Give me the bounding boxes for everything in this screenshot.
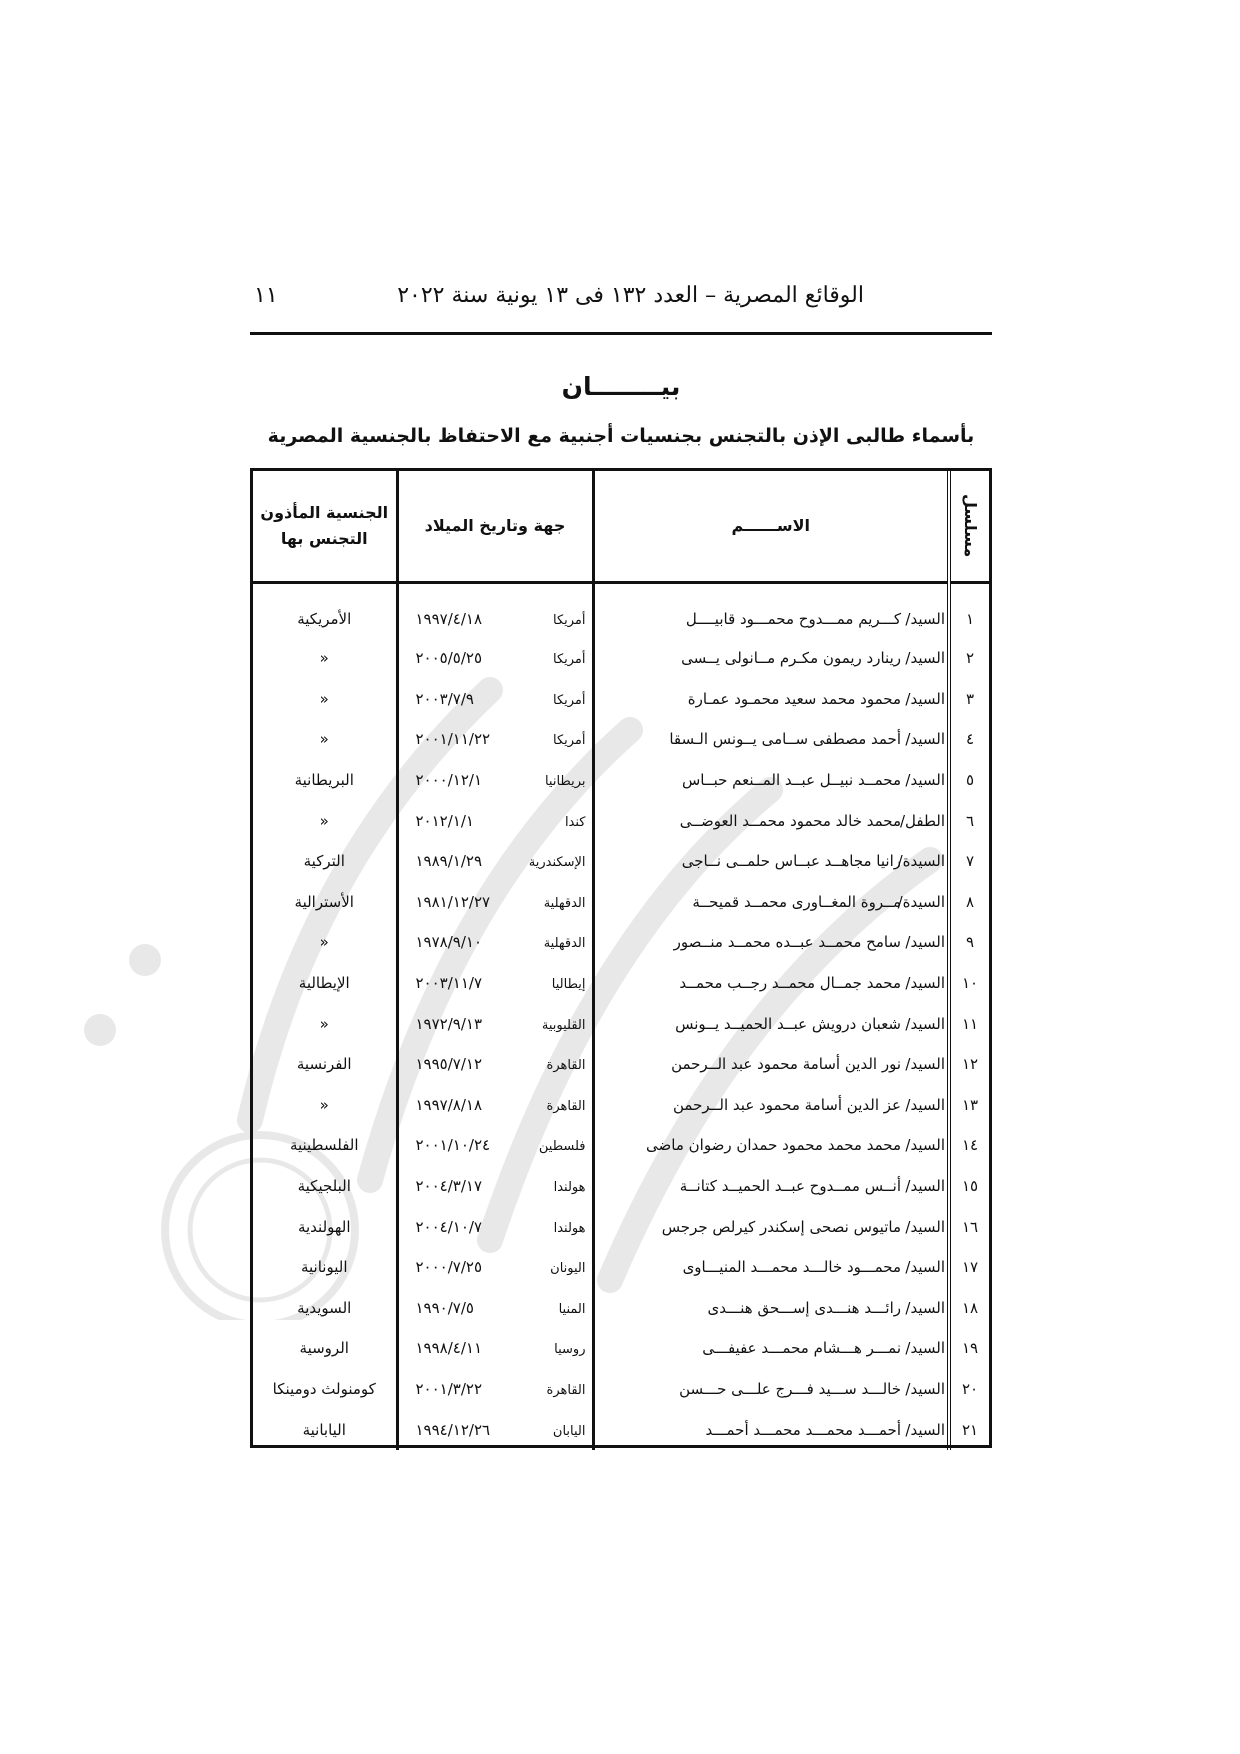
birth-date: ٢٠٠٤/٣/١٧ <box>415 1177 483 1196</box>
honorific: السيدة/ <box>897 892 945 911</box>
applicant-name: نور الدين أسامة محمود عبد الــرحمن <box>671 1055 901 1074</box>
serial-cell: ١٥ <box>949 1166 989 1207</box>
nationality-cell: البلجيكية <box>297 1177 351 1196</box>
birth-cell <box>397 1085 593 1126</box>
birth-place: القاهرة <box>546 1058 586 1074</box>
nationality-cell: « <box>319 1095 329 1114</box>
name-cell <box>593 963 949 1004</box>
birth-place: أمريكا <box>552 733 586 749</box>
birth-cell <box>397 679 593 720</box>
table-row <box>253 841 989 882</box>
honorific: السيد/ <box>905 933 945 952</box>
birth-place: كندا <box>564 814 586 830</box>
serial-cell: ٤ <box>949 719 989 760</box>
nationality-cell: الهولندية <box>297 1217 351 1236</box>
column-header-nationality-line2: التجنس بها <box>280 528 368 548</box>
serial-cell: ١٣ <box>949 1085 989 1126</box>
birth-cell <box>397 1328 593 1369</box>
table-header-row <box>253 471 989 582</box>
birth-place: أمريكا <box>552 692 586 708</box>
table-row <box>253 922 989 963</box>
name-cell <box>593 1369 949 1410</box>
birth-cell <box>397 582 593 638</box>
table-row <box>253 679 989 720</box>
table-row <box>253 800 989 841</box>
name-cell <box>593 1206 949 1247</box>
honorific: السيد/ <box>905 730 945 749</box>
serial-cell: ٢٠ <box>949 1369 989 1410</box>
birth-place: هولندا <box>553 1220 586 1236</box>
birth-place: فلسطين <box>538 1139 586 1155</box>
birth-cell <box>397 760 593 801</box>
birth-date: ١٩٨١/١٢/٢٧ <box>415 892 491 911</box>
nationality-cell: اليابانية <box>302 1420 346 1439</box>
page-header <box>250 283 992 335</box>
serial-cell: ٨ <box>949 882 989 923</box>
name-cell <box>593 1003 949 1044</box>
honorific: الطفل/ <box>899 811 945 830</box>
column-header-serial: مسلسل <box>949 471 989 582</box>
honorific: السيد/ <box>905 649 945 668</box>
serial-cell: ١٨ <box>949 1288 989 1329</box>
table-row <box>253 1166 989 1207</box>
applicant-name: محمد محمد محمود حمدان رضوان ماضى <box>646 1136 901 1155</box>
table-row <box>253 1409 989 1450</box>
name-cell <box>593 1247 949 1288</box>
nationality-cell: « <box>319 730 329 749</box>
applicant-name: محمود محمد سعيد محمـود عمـارة <box>687 689 901 708</box>
document-heading: بيــــــــان <box>561 372 681 401</box>
birth-cell <box>397 922 593 963</box>
applicant-name: رينارد ريمون مكـرم مــانولى يــسى <box>681 649 901 668</box>
birth-date: ٢٠٠٥/٥/٢٥ <box>415 649 483 668</box>
birth-date: ١٩٧٨/٩/١٠ <box>415 933 483 952</box>
serial-cell: ١٩ <box>949 1328 989 1369</box>
honorific: السيد/ <box>905 1095 945 1114</box>
table-row <box>253 1328 989 1369</box>
applicant-name: عز الدين أسامة محمود عبد الــرحمن <box>673 1095 901 1114</box>
nationality-cell: الفرنسية <box>296 1055 352 1074</box>
nationality-cell: كومنولث دومينكا <box>272 1379 376 1398</box>
nationality-cell: « <box>319 649 329 668</box>
applicant-name: كـــريم ممـــدوح محمـــود قابيــــل <box>685 609 901 628</box>
birth-date: ١٩٩٥/٧/١٢ <box>415 1055 483 1074</box>
applicant-name: محمــد نبيــل عبــد المــنعم حبــاس <box>681 771 901 790</box>
nationality-cell: الأمريكية <box>297 609 352 628</box>
table-row <box>253 1125 989 1166</box>
birth-cell <box>397 882 593 923</box>
serial-cell: ٣ <box>949 679 989 720</box>
birth-date: ٢٠٠٠/٧/٢٥ <box>415 1258 483 1277</box>
birth-date: ١٩٨٩/١/٢٩ <box>415 852 483 871</box>
honorific: السيد/ <box>905 1055 945 1074</box>
birth-date: ٢٠٠٣/١١/٧ <box>415 974 483 993</box>
applicant-name: أحمد مصطفى ســامى يــونس الـسقا <box>669 730 901 749</box>
birth-cell <box>397 1206 593 1247</box>
birth-date: ١٩٩٠/٧/٥ <box>415 1298 474 1317</box>
birth-place: الدقهلية <box>543 936 586 952</box>
column-header-nationality <box>253 471 397 582</box>
honorific: السيد/ <box>905 771 945 790</box>
page-number: ١١ <box>254 283 278 308</box>
birth-cell <box>397 800 593 841</box>
birth-place: الدقهلية <box>543 895 586 911</box>
honorific: السيد/ <box>905 1379 945 1398</box>
birth-cell <box>397 963 593 1004</box>
honorific: السيدة/ <box>897 852 945 871</box>
nationality-cell: « <box>319 811 329 830</box>
applicant-name: أحمـــد محمـــد محمـــد أحمـــد <box>705 1420 901 1439</box>
birth-date: ٢٠٠٤/١٠/٧ <box>415 1217 483 1236</box>
honorific: السيد/ <box>905 1136 945 1155</box>
birth-date: ١٩٩٧/٨/١٨ <box>415 1095 483 1114</box>
applicant-name: أنــس ممــدوح عبــد الحميــد كتانــة <box>679 1177 901 1196</box>
serial-cell: ١٧ <box>949 1247 989 1288</box>
table-row <box>253 1044 989 1085</box>
birth-place: الإسكندرية <box>528 855 586 871</box>
nationality-cell: الروسية <box>299 1339 349 1358</box>
honorific: السيد/ <box>905 689 945 708</box>
name-cell <box>593 1288 949 1329</box>
name-cell <box>593 841 949 882</box>
birth-place: هولندا <box>553 1180 586 1196</box>
honorific: السيد/ <box>905 609 945 628</box>
applicant-name: رائـــد هنـــدى إســـحق هنـــدى <box>707 1298 901 1317</box>
table-row <box>253 1288 989 1329</box>
birth-date: ٢٠٠١/٣/٢٢ <box>415 1379 483 1398</box>
applicant-name: محمد جمــال محمــد رجــب محمــد <box>679 974 901 993</box>
honorific: السيد/ <box>905 1014 945 1033</box>
name-cell <box>593 679 949 720</box>
honorific: السيد/ <box>905 1298 945 1317</box>
table-row <box>253 719 989 760</box>
table-row <box>253 1003 989 1044</box>
name-cell <box>593 1328 949 1369</box>
name-cell <box>593 800 949 841</box>
serial-cell: ٦ <box>949 800 989 841</box>
name-cell <box>593 719 949 760</box>
birth-date: ٢٠٠١/١١/٢٢ <box>415 730 491 749</box>
birth-place: روسيا <box>554 1342 586 1358</box>
applicants-table <box>250 468 992 1448</box>
birth-cell <box>397 1166 593 1207</box>
table-row <box>253 963 989 1004</box>
birth-date: ١٩٩٨/٤/١١ <box>415 1339 483 1358</box>
birth-place: إيطاليا <box>551 977 586 993</box>
birth-place: القاهرة <box>546 1382 586 1398</box>
gazette-title: الوقائع المصرية – العدد ١٣٢ فى ١٣ يونية سنة ٢٠٢٢ <box>397 283 864 308</box>
applicant-name: ماتيوس نصحى إسكندر كيرلص جرجس <box>661 1217 901 1236</box>
nationality-cell: اليونانية <box>300 1258 348 1277</box>
birth-date: ٢٠٠٣/٧/٩ <box>415 689 474 708</box>
column-header-birth: جهة وتاريخ الميلاد <box>397 471 593 582</box>
applicant-name: محمد خالد محمود محمــد العوضــى <box>679 811 901 830</box>
applicant-name: رانيا مجاهــد عبــاس حلمــى نــاجى <box>681 852 901 871</box>
birth-date: ١٩٩٤/١٢/٢٦ <box>415 1420 491 1439</box>
name-cell <box>593 1166 949 1207</box>
birth-place: المنيا <box>558 1301 586 1317</box>
table-row <box>253 760 989 801</box>
birth-place: أمريكا <box>552 612 586 628</box>
name-cell <box>593 1125 949 1166</box>
birth-place: بريطانيا <box>544 774 586 790</box>
table-row <box>253 1085 989 1126</box>
table-row <box>253 1247 989 1288</box>
honorific: السيد/ <box>905 974 945 993</box>
serial-cell: ٢ <box>949 638 989 679</box>
birth-cell <box>397 719 593 760</box>
birth-cell <box>397 841 593 882</box>
serial-cell: ١٦ <box>949 1206 989 1247</box>
birth-place: اليابان <box>552 1423 586 1439</box>
nationality-cell: البريطانية <box>294 771 354 790</box>
serial-cell: ١٤ <box>949 1125 989 1166</box>
table-row <box>253 1206 989 1247</box>
honorific: السيد/ <box>905 1339 945 1358</box>
serial-cell: ١١ <box>949 1003 989 1044</box>
nationality-cell: « <box>319 1014 329 1033</box>
birth-cell <box>397 1369 593 1410</box>
name-cell <box>593 638 949 679</box>
birth-cell <box>397 1288 593 1329</box>
birth-date: ٢٠٠٠/١٢/١ <box>415 771 483 790</box>
birth-cell <box>397 1003 593 1044</box>
birth-cell <box>397 1044 593 1085</box>
birth-date: ١٩٩٧/٤/١٨ <box>415 609 483 628</box>
name-cell <box>593 1409 949 1450</box>
name-cell <box>593 882 949 923</box>
serial-cell: ١ <box>949 582 989 638</box>
serial-cell: ٥ <box>949 760 989 801</box>
birth-place: اليونان <box>550 1261 586 1277</box>
birth-date: ٢٠١٢/١/١ <box>415 811 474 830</box>
honorific: السيد/ <box>905 1420 945 1439</box>
nationality-cell: الأسترالية <box>294 892 354 911</box>
birth-date: ١٩٧٢/٩/١٣ <box>415 1014 483 1033</box>
birth-cell <box>397 638 593 679</box>
nationality-cell: « <box>319 689 329 708</box>
birth-date: ٢٠٠١/١٠/٢٤ <box>415 1136 491 1155</box>
nationality-cell: السويدية <box>297 1298 352 1317</box>
table-row <box>253 1369 989 1410</box>
nationality-cell: « <box>319 933 329 952</box>
birth-place: القاهرة <box>546 1098 586 1114</box>
name-cell <box>593 760 949 801</box>
birth-place: أمريكا <box>552 652 586 668</box>
applicant-name: شعبان درويش عبــد الحميــد يــونس <box>675 1014 901 1033</box>
document-subheading: بأسماء طالبى الإذن بالتجنس بجنسيات أجنبية مع الاحتفاظ بالجنسية المصرية <box>267 425 975 447</box>
applicant-name: نمـــر هـــشام محمـــد عفيفـــى <box>702 1339 901 1358</box>
applicant-name: محمـــود خالـــد محمـــد المنيـــاوى <box>682 1258 901 1277</box>
serial-cell: ٢١ <box>949 1409 989 1450</box>
honorific: السيد/ <box>905 1177 945 1196</box>
nationality-cell: الفلسطينية <box>289 1136 359 1155</box>
name-cell <box>593 582 949 638</box>
table-row <box>253 582 989 638</box>
name-cell <box>593 922 949 963</box>
birth-place: القليوبية <box>541 1017 586 1033</box>
name-cell <box>593 1085 949 1126</box>
honorific: السيد/ <box>905 1258 945 1277</box>
serial-cell: ١٢ <box>949 1044 989 1085</box>
column-header-name: الاســــــم <box>593 471 949 582</box>
name-cell <box>593 1044 949 1085</box>
applicant-name: خالـــد ســـيد فـــرج علـــى حـــسن <box>679 1379 901 1398</box>
nationality-cell: الإيطالية <box>298 974 350 993</box>
applicant-name: مــروة المغــاورى محمــد قميحــة <box>692 892 901 911</box>
applicant-name: سامح محمــد عبــده محمــد منــصور <box>673 933 901 952</box>
table-row <box>253 882 989 923</box>
serial-cell: ٩ <box>949 922 989 963</box>
birth-cell <box>397 1125 593 1166</box>
nationality-cell: التركية <box>303 852 345 871</box>
honorific: السيد/ <box>905 1217 945 1236</box>
birth-cell <box>397 1409 593 1450</box>
column-header-nationality-line1: الجنسية المأذون <box>260 503 389 523</box>
serial-cell: ١٠ <box>949 963 989 1004</box>
table-row <box>253 638 989 679</box>
birth-cell <box>397 1247 593 1288</box>
serial-cell: ٧ <box>949 841 989 882</box>
